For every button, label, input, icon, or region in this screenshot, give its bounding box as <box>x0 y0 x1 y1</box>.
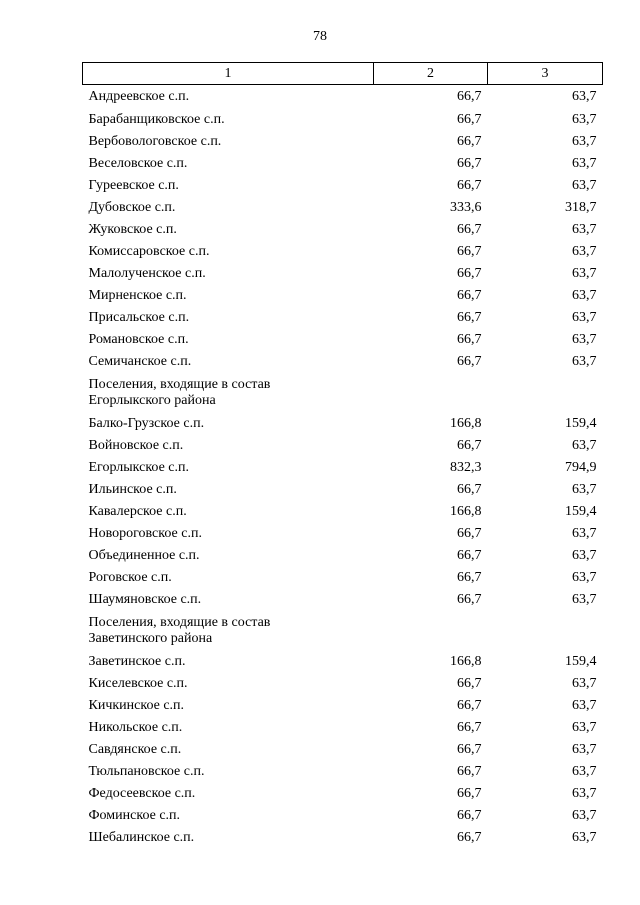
group-heading-line: Поселения, входящие в состав <box>88 377 271 392</box>
settlement-name: Шаумяновское с.п. <box>88 592 202 607</box>
value-column-3: 63,7 <box>572 808 597 823</box>
value-column-2: 66,7 <box>457 244 482 259</box>
settlement-name <box>83 373 374 413</box>
value-column-3: 63,7 <box>572 830 597 845</box>
settlement-name: Новороговское с.п. <box>88 526 202 541</box>
table-row <box>83 783 603 805</box>
value-column-2: 66,7 <box>457 830 482 845</box>
table-row <box>83 523 603 545</box>
value-column-3: 63,7 <box>572 592 597 607</box>
settlement-name: Шебалинское с.п. <box>88 830 195 845</box>
table-row <box>83 329 603 351</box>
settlement-name: Ильинское с.п. <box>88 482 177 497</box>
value-column-2: 66,7 <box>457 786 482 801</box>
table-row <box>83 131 603 153</box>
table-row <box>83 197 603 219</box>
value-column-2: 66,7 <box>457 482 482 497</box>
value-column-2: 66,7 <box>457 112 482 127</box>
value-column-2: 66,7 <box>457 570 482 585</box>
settlement-name: Савдянское с.п. <box>88 742 182 757</box>
value-column-2: 66,7 <box>457 354 482 369</box>
table-row <box>83 717 603 739</box>
table-row <box>83 413 603 435</box>
value-column-3: 63,7 <box>572 438 597 453</box>
settlement-name: Роговское с.п. <box>88 570 172 585</box>
header-row <box>83 63 603 85</box>
value-column-2: 832,3 <box>450 460 482 475</box>
settlement-name: Мирненское с.п. <box>88 288 187 303</box>
settlement-name: Веселовское с.п. <box>88 156 188 171</box>
settlement-name: Комиссаровское с.п. <box>88 244 210 259</box>
table-row <box>83 85 603 110</box>
settlement-name: Балко-Грузское с.п. <box>88 416 205 431</box>
table-row <box>83 589 603 611</box>
value-column-2: 66,7 <box>457 178 482 193</box>
value-column-3: 63,7 <box>572 112 597 127</box>
column-header-1: 1 <box>83 63 374 85</box>
value-column-2: 66,7 <box>457 548 482 563</box>
value-column-2: 66,7 <box>457 89 482 104</box>
value-column-2 <box>374 611 488 651</box>
group-heading-row <box>83 611 603 651</box>
table-row <box>83 827 603 849</box>
settlement-name: Кичкинское с.п. <box>88 698 185 713</box>
table-row <box>83 805 603 827</box>
value-column-3: 159,4 <box>565 504 597 519</box>
value-column-3: 63,7 <box>572 332 597 347</box>
settlement-name: Киселевское с.п. <box>88 676 188 691</box>
table-row <box>83 501 603 523</box>
settlement-name: Кавалерское с.п. <box>88 504 187 519</box>
column-header-3: 3 <box>488 63 603 85</box>
value-column-3 <box>488 373 603 413</box>
value-column-3: 63,7 <box>572 222 597 237</box>
value-column-3: 63,7 <box>572 764 597 779</box>
value-column-3: 63,7 <box>572 288 597 303</box>
settlement-name <box>83 611 374 651</box>
table-body <box>83 85 603 850</box>
value-column-2: 333,6 <box>450 200 482 215</box>
settlement-name: Вербовологовское с.п. <box>88 134 222 149</box>
settlement-name: Егорлыкское с.п. <box>88 460 190 475</box>
value-column-2: 66,7 <box>457 742 482 757</box>
column-header-2: 2 <box>374 63 488 85</box>
value-column-3 <box>488 611 603 651</box>
settlement-name: Тюльпановское с.п. <box>88 764 205 779</box>
settlement-name: Дубовское с.п. <box>88 200 176 215</box>
data-table <box>82 62 603 849</box>
table-row <box>83 435 603 457</box>
settlement-name: Барабанщиковское с.п. <box>88 112 225 127</box>
value-column-2 <box>374 373 488 413</box>
value-column-2: 66,7 <box>457 764 482 779</box>
table-row <box>83 153 603 175</box>
value-column-2: 66,7 <box>457 438 482 453</box>
settlement-name: Объединенное с.п. <box>88 548 200 563</box>
value-column-3: 63,7 <box>572 698 597 713</box>
value-column-3: 159,4 <box>565 654 597 669</box>
table-row <box>83 109 603 131</box>
value-column-3: 63,7 <box>572 526 597 541</box>
table-row <box>83 545 603 567</box>
table-row <box>83 739 603 761</box>
value-column-2: 166,8 <box>450 654 482 669</box>
table-row <box>83 479 603 501</box>
table-row <box>83 351 603 373</box>
value-column-3: 63,7 <box>572 244 597 259</box>
settlement-name: Заветинское с.п. <box>88 654 186 669</box>
table-row <box>83 307 603 329</box>
value-column-3: 63,7 <box>572 482 597 497</box>
page-number: 78 <box>313 29 327 44</box>
settlement-name: Федосеевское с.п. <box>88 786 196 801</box>
table-row <box>83 651 603 673</box>
value-column-3: 63,7 <box>572 570 597 585</box>
value-column-2: 66,7 <box>457 720 482 735</box>
value-column-3: 63,7 <box>572 354 597 369</box>
value-column-2: 166,8 <box>450 416 482 431</box>
value-column-2: 166,8 <box>450 504 482 519</box>
settlement-name: Семичанское с.п. <box>88 354 192 369</box>
value-column-3: 63,7 <box>572 134 597 149</box>
table-row <box>83 695 603 717</box>
value-column-3: 63,7 <box>572 266 597 281</box>
settlement-name: Романовское с.п. <box>88 332 189 347</box>
value-column-2: 66,7 <box>457 332 482 347</box>
group-heading-line: Поселения, входящие в состав <box>88 615 271 630</box>
table-row <box>83 241 603 263</box>
table-row <box>83 285 603 307</box>
table-row <box>83 457 603 479</box>
group-heading-line: Заветинского района <box>88 631 213 646</box>
settlement-name: Жуковское с.п. <box>88 222 177 237</box>
value-column-3: 63,7 <box>572 742 597 757</box>
value-column-2: 66,7 <box>457 592 482 607</box>
value-column-2: 66,7 <box>457 698 482 713</box>
value-column-2: 66,7 <box>457 266 482 281</box>
value-column-3: 159,4 <box>565 416 597 431</box>
value-column-3: 63,7 <box>572 310 597 325</box>
settlement-name: Гуреевское с.п. <box>88 178 179 193</box>
settlement-name: Присальское с.п. <box>88 310 190 325</box>
settlement-name: Войновское с.п. <box>88 438 184 453</box>
value-column-3: 318,7 <box>565 200 597 215</box>
value-column-3: 63,7 <box>572 548 597 563</box>
group-heading-line: Егорлыкского района <box>88 393 216 408</box>
table-row <box>83 175 603 197</box>
value-column-3: 63,7 <box>572 156 597 171</box>
table-row <box>83 567 603 589</box>
table-row <box>83 219 603 241</box>
table-row <box>83 673 603 695</box>
settlement-name: Никольское с.п. <box>88 720 183 735</box>
value-column-2: 66,7 <box>457 676 482 691</box>
table-row <box>83 263 603 285</box>
value-column-2: 66,7 <box>457 310 482 325</box>
value-column-3: 63,7 <box>572 720 597 735</box>
settlement-name: Фоминское с.п. <box>88 808 181 823</box>
value-column-2: 66,7 <box>457 808 482 823</box>
value-column-2: 66,7 <box>457 156 482 171</box>
settlement-name: Андреевское с.п. <box>88 89 190 104</box>
value-column-3: 63,7 <box>572 178 597 193</box>
value-column-3: 63,7 <box>572 676 597 691</box>
value-column-3: 63,7 <box>572 786 597 801</box>
value-column-2: 66,7 <box>457 526 482 541</box>
value-column-3: 794,9 <box>565 460 597 475</box>
value-column-2: 66,7 <box>457 288 482 303</box>
value-column-3: 63,7 <box>572 89 597 104</box>
settlement-name: Малолученское с.п. <box>88 266 206 281</box>
group-heading-row <box>83 373 603 413</box>
table-row <box>83 761 603 783</box>
value-column-2: 66,7 <box>457 222 482 237</box>
value-column-2: 66,7 <box>457 134 482 149</box>
